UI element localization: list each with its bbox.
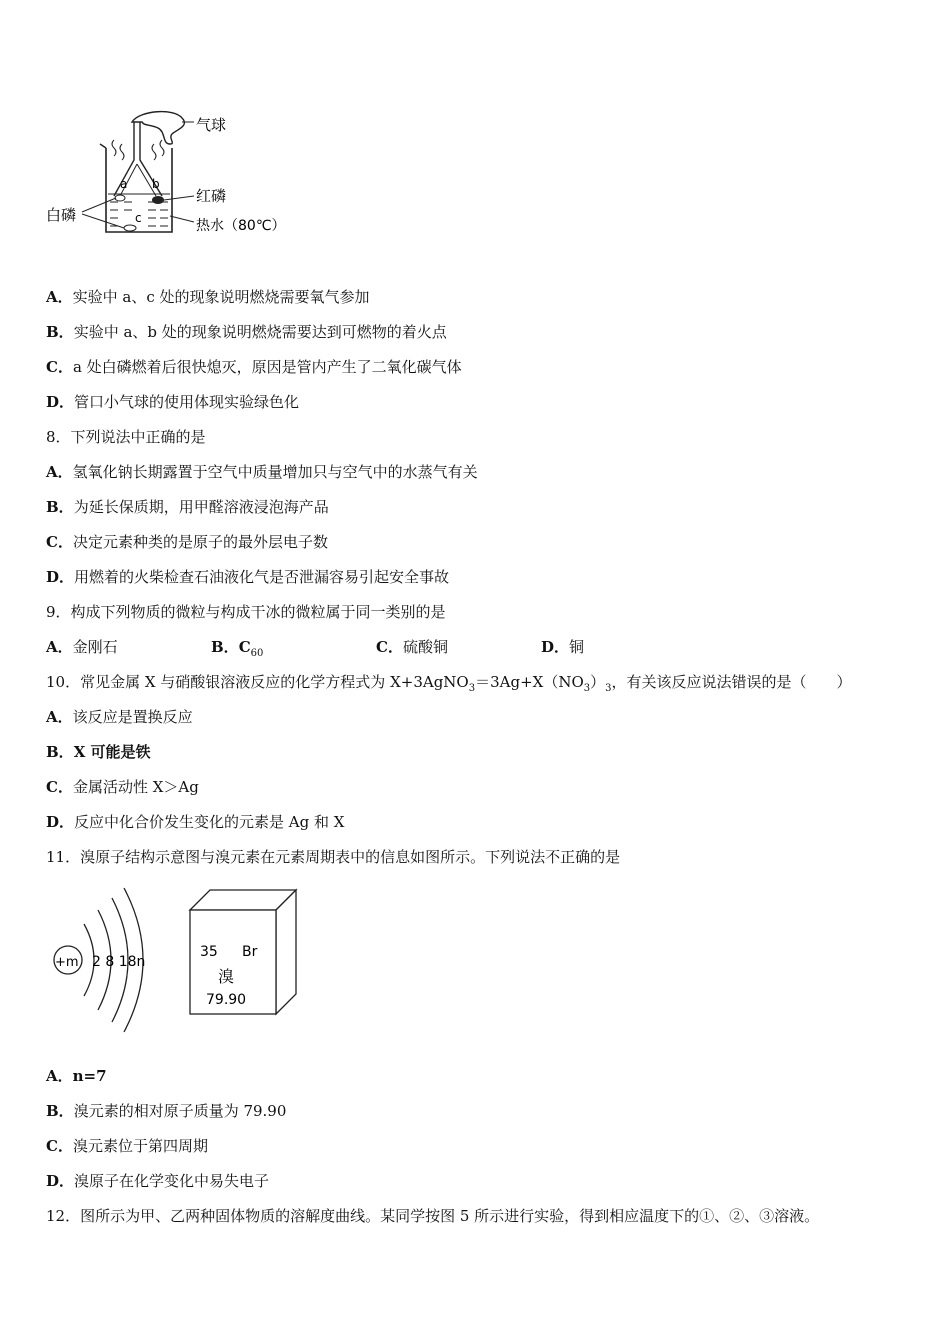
- option-key: C．: [46, 533, 73, 551]
- q8-option-c: [46, 532, 328, 552]
- q7-option-a: [46, 287, 370, 307]
- q7-option-b: [46, 322, 447, 342]
- option-key: D．: [541, 638, 570, 656]
- atomic-mass: 79.90: [206, 992, 247, 1008]
- q10-stem: [46, 672, 852, 699]
- option-key: D．: [46, 813, 75, 831]
- balloon-label: 气球: [196, 116, 227, 134]
- element-card: [184, 884, 304, 1024]
- option-text: 硫酸铜: [402, 638, 448, 656]
- mark-b: b: [152, 177, 160, 191]
- option-key: C．: [46, 1137, 73, 1155]
- q9-option-b: [211, 637, 263, 664]
- q11-figure: [44, 884, 304, 1034]
- q10-option-a: [46, 707, 193, 727]
- q9-option-c: [376, 637, 448, 657]
- option-key: C．: [376, 638, 403, 656]
- q7-option-d: [46, 392, 299, 412]
- element-name: 溴: [218, 967, 235, 986]
- option-subscript: 60: [250, 648, 264, 659]
- option-text: 反应中化合价发生变化的元素是 Ag 和 X: [74, 813, 345, 831]
- option-text: 用燃着的火柴检查石油液化气是否泄漏容易引起安全事故: [74, 568, 450, 586]
- option-key: A．: [46, 463, 73, 481]
- option-text: 金属活动性 X＞Ag: [72, 778, 199, 796]
- white-phosphorus-label: 白磷: [46, 206, 77, 224]
- option-key: C．: [46, 358, 73, 376]
- option-text: 实验中 a、b 处的现象说明燃烧需要达到可燃物的着火点: [73, 323, 447, 341]
- option-key: B．: [46, 1102, 74, 1120]
- element-symbol: Br: [242, 944, 258, 960]
- option-text: a 处白磷燃着后很快熄灭，原因是管内产生了二氧化碳气体: [72, 358, 462, 376]
- option-text: 决定元素种类的是原子的最外层电子数: [72, 533, 328, 551]
- stem-subscript: 3: [605, 683, 612, 694]
- option-text: 为延长保质期，用甲醛溶液浸泡海产品: [73, 498, 329, 516]
- q7-option-c: [46, 357, 462, 377]
- q9-option-a: [46, 637, 118, 657]
- q11-option-d: [46, 1171, 269, 1191]
- q11-option-b: [46, 1101, 286, 1121]
- stem-subscript: 3: [468, 683, 476, 694]
- option-key: A．: [46, 708, 73, 726]
- q9-stem: 9．构成下列物质的微粒与构成干冰的微粒属于同一类别的是: [46, 603, 446, 621]
- option-key: D．: [46, 568, 75, 586]
- option-text: X 可能是铁: [73, 743, 151, 761]
- option-key: B．: [46, 743, 74, 761]
- nucleus-label: +m: [55, 955, 79, 970]
- option-key: D．: [46, 393, 75, 411]
- option-text: 该反应是置换反应: [72, 708, 193, 726]
- mark-a: a: [120, 177, 128, 191]
- beaker-diagram: [44, 104, 304, 244]
- red-phosphorus-label: 红磷: [196, 187, 227, 205]
- atom-structure-diagram: [44, 884, 164, 1034]
- option-key: C．: [46, 778, 73, 796]
- option-text: 溴原子在化学变化中易失电子: [74, 1172, 270, 1190]
- option-key: A．: [46, 288, 73, 306]
- q10-option-c: [46, 777, 199, 797]
- option-text: 溴元素位于第四周期: [72, 1137, 208, 1155]
- option-text: C: [238, 638, 251, 656]
- option-key: A．: [46, 1067, 73, 1085]
- q12-stem: 12．图所示为甲、乙两种固体物质的溶解度曲线。某同学按图 5 所示进行实验，得到相应温度下的①、②、③溶液。: [46, 1207, 820, 1225]
- stem-part: ，有关该反应说法错误的是（ ）: [611, 673, 852, 691]
- option-text: 氢氧化钠长期露置于空气中质量增加只与空气中的水蒸气有关: [72, 463, 478, 481]
- option-text: n=7: [72, 1067, 107, 1085]
- option-key: B．: [46, 498, 74, 516]
- stem-part: ）: [590, 673, 606, 691]
- option-key: A．: [46, 638, 73, 656]
- q10-option-d: [46, 812, 344, 832]
- mark-c: c: [135, 211, 142, 225]
- q11-option-a: [46, 1066, 107, 1086]
- q11-stem: 11．溴原子结构示意图与溴元素在元素周期表中的信息如图所示。下列说法不正确的是: [46, 848, 621, 866]
- q10-option-b: [46, 742, 151, 762]
- atomic-number: 35: [200, 944, 218, 960]
- option-key: B．: [46, 323, 74, 341]
- q8-stem: 8．下列说法中正确的是: [46, 428, 206, 446]
- q11-option-c: [46, 1136, 208, 1156]
- option-text: 管口小气球的使用体现实验绿色化: [74, 393, 300, 411]
- q9-option-d: [541, 637, 584, 657]
- option-text: 金刚石: [72, 638, 118, 656]
- option-text: 溴元素的相对原子质量为 79.90: [73, 1102, 287, 1120]
- stem-subscript: 3: [583, 683, 591, 694]
- q8-option-d: [46, 567, 449, 587]
- option-text: 铜: [569, 638, 585, 656]
- stem-part: ＝3Ag+X（NO: [475, 673, 584, 691]
- q8-option-a: [46, 462, 478, 482]
- stem-part: 10．常见金属 X 与硝酸银溶液反应的化学方程式为 X+3AgNO: [46, 673, 469, 691]
- option-key: B．: [211, 638, 239, 656]
- option-key: D．: [46, 1172, 75, 1190]
- q7-apparatus-figure: [44, 104, 304, 244]
- q8-option-b: [46, 497, 329, 517]
- option-text: 实验中 a、c 处的现象说明燃烧需要氧气参加: [72, 288, 370, 306]
- hot-water-label: 热水（80℃）: [196, 218, 286, 234]
- electron-shells-label: 2 8 18n: [92, 954, 146, 970]
